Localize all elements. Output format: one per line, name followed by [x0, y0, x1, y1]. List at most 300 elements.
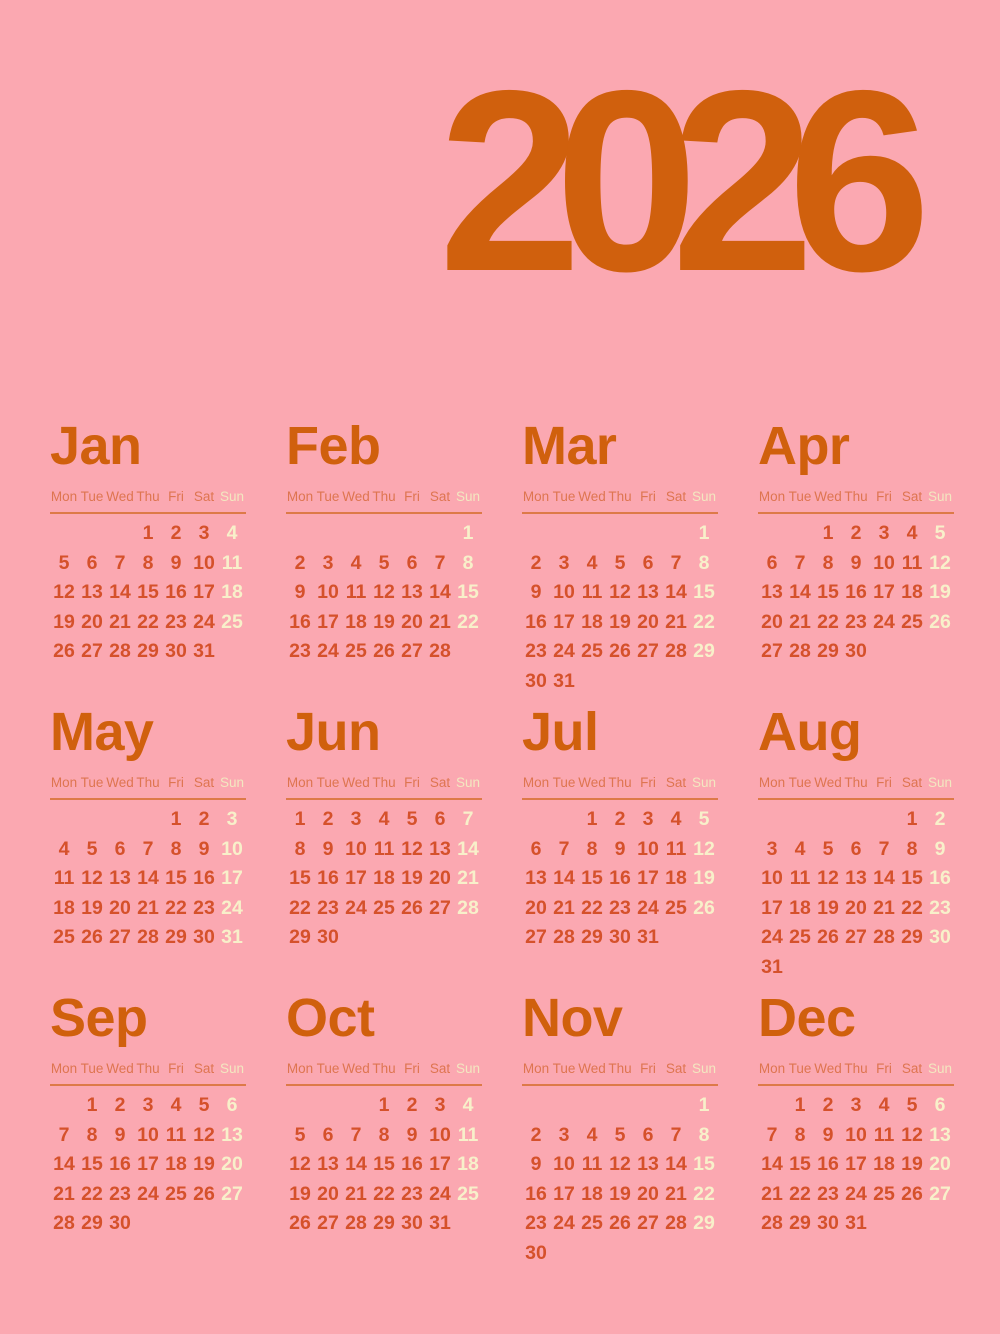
- date-cell: 12: [817, 867, 839, 889]
- weekday-label-thu: Thu: [136, 1061, 160, 1076]
- weekday-label-fri: Fri: [876, 775, 892, 790]
- date-cell: 3: [878, 522, 890, 544]
- date-cell: 22: [457, 610, 479, 633]
- weekday-label-tue: Tue: [552, 489, 576, 504]
- date-cell: 2: [294, 551, 306, 574]
- month-name: Sep: [50, 988, 148, 1048]
- date-cell: 9: [614, 837, 626, 860]
- date-cell: 29: [289, 926, 311, 948]
- date-cell: 11: [221, 551, 243, 574]
- date-cell: 15: [137, 581, 159, 603]
- date-cell: 13: [761, 581, 783, 603]
- date-cell: 5: [934, 522, 946, 544]
- date-cell: 8: [294, 837, 306, 860]
- month-jun: [286, 702, 482, 991]
- empty-date-cell: [522, 805, 550, 835]
- weekday-label-fri: Fri: [404, 1061, 420, 1076]
- date-cell: 21: [345, 1182, 367, 1205]
- date-cell: 6: [934, 1094, 946, 1116]
- date-cell: 25: [373, 896, 395, 919]
- empty-date-cell: [786, 805, 814, 835]
- date-cell: 17: [317, 610, 339, 633]
- date-cell: 1: [698, 1094, 710, 1116]
- date-cell: 22: [165, 896, 187, 919]
- date-cell: 12: [193, 1123, 215, 1146]
- date-cell: 7: [558, 837, 570, 860]
- date-cell: 19: [53, 610, 75, 633]
- date-cell: 28: [137, 926, 159, 948]
- date-cell: 29: [789, 1212, 811, 1234]
- empty-date-cell: [454, 1209, 482, 1239]
- empty-date-cell: [842, 805, 870, 835]
- month-dec: [758, 988, 954, 1277]
- date-cell: 14: [665, 581, 687, 603]
- date-cell: 6: [850, 837, 862, 860]
- weekday-label-sat: Sat: [665, 775, 687, 790]
- date-cell: 17: [845, 1153, 867, 1175]
- date-cell: 19: [609, 1182, 631, 1205]
- weekday-header-row: [286, 1061, 482, 1076]
- date-cell: 9: [822, 1123, 834, 1146]
- date-cell: 4: [350, 551, 362, 574]
- weekday-label-wed: Wed: [106, 1061, 134, 1076]
- date-cell: 21: [665, 1182, 687, 1205]
- weekday-label-thu: Thu: [608, 489, 632, 504]
- weekday-label-sat: Sat: [193, 489, 215, 504]
- date-cell: 16: [929, 867, 951, 889]
- date-cell: 30: [109, 1212, 131, 1234]
- date-cell: 31: [637, 926, 659, 948]
- date-cell: 13: [637, 581, 659, 603]
- weekday-label-thu: Thu: [844, 489, 868, 504]
- date-cell: 3: [142, 1094, 154, 1116]
- date-cell: 24: [221, 896, 243, 919]
- empty-date-cell: [786, 519, 814, 549]
- date-grid: [286, 1086, 482, 1239]
- date-cell: 6: [530, 837, 542, 860]
- date-cell: 25: [221, 610, 243, 633]
- weekday-label-thu: Thu: [844, 775, 868, 790]
- date-cell: 16: [317, 867, 339, 889]
- date-grid: [522, 800, 718, 953]
- weekday-label-sat: Sat: [429, 1061, 451, 1076]
- date-cell: 8: [142, 551, 154, 574]
- date-cell: 9: [294, 581, 306, 603]
- empty-date-cell: [758, 1091, 786, 1121]
- weekday-label-fri: Fri: [168, 1061, 184, 1076]
- empty-date-cell: [454, 637, 482, 667]
- date-cell: 16: [817, 1153, 839, 1175]
- date-cell: 4: [462, 1094, 474, 1116]
- date-cell: 16: [525, 1182, 547, 1205]
- date-cell: 22: [693, 610, 715, 633]
- month-nov: [522, 988, 718, 1277]
- empty-date-cell: [634, 1239, 662, 1269]
- date-cell: 6: [226, 1094, 238, 1116]
- date-cell: 24: [845, 1182, 867, 1205]
- date-cell: 27: [221, 1182, 243, 1205]
- date-cell: 11: [53, 867, 75, 889]
- date-cell: 21: [789, 610, 811, 633]
- empty-date-cell: [606, 1091, 634, 1121]
- date-cell: 19: [693, 867, 715, 889]
- date-cell: 29: [581, 926, 603, 948]
- weekday-header-row: [758, 775, 954, 790]
- empty-date-cell: [550, 805, 578, 835]
- date-cell: 4: [878, 1094, 890, 1116]
- date-cell: 5: [406, 808, 418, 830]
- date-cell: 17: [873, 581, 895, 603]
- date-cell: 30: [929, 926, 951, 948]
- weekday-label-wed: Wed: [342, 775, 370, 790]
- date-cell: 12: [81, 867, 103, 889]
- date-cell: 31: [761, 955, 783, 978]
- weekday-label-tue: Tue: [316, 775, 340, 790]
- date-cell: 1: [170, 808, 182, 830]
- date-cell: 10: [637, 837, 659, 860]
- date-cell: 18: [53, 896, 75, 919]
- date-cell: 13: [109, 867, 131, 889]
- weekday-label-wed: Wed: [814, 775, 842, 790]
- date-grid: [50, 800, 246, 953]
- weekday-label-tue: Tue: [552, 1061, 576, 1076]
- date-cell: 21: [761, 1182, 783, 1205]
- empty-date-cell: [606, 519, 634, 549]
- date-cell: 5: [906, 1094, 918, 1116]
- weekday-label-wed: Wed: [106, 775, 134, 790]
- date-grid: [758, 1086, 954, 1239]
- empty-date-cell: [662, 923, 690, 953]
- date-cell: 29: [901, 926, 923, 948]
- date-cell: 4: [58, 837, 70, 860]
- date-cell: 9: [170, 551, 182, 574]
- date-grid: [522, 1086, 718, 1268]
- weekday-label-wed: Wed: [106, 489, 134, 504]
- month-sep: [50, 988, 246, 1277]
- date-cell: 6: [114, 837, 126, 860]
- weekday-header-row: [522, 489, 718, 504]
- empty-date-cell: [814, 805, 842, 835]
- date-cell: 2: [530, 551, 542, 574]
- weekday-label-wed: Wed: [814, 1061, 842, 1076]
- weekday-label-wed: Wed: [578, 775, 606, 790]
- date-cell: 22: [289, 896, 311, 919]
- weekday-label-fri: Fri: [640, 1061, 656, 1076]
- date-cell: 25: [873, 1182, 895, 1205]
- date-cell: 23: [525, 1212, 547, 1234]
- date-cell: 9: [406, 1123, 418, 1146]
- date-cell: 8: [698, 1123, 710, 1146]
- weekday-label-thu: Thu: [372, 775, 396, 790]
- date-cell: 7: [434, 551, 446, 574]
- date-cell: 14: [457, 837, 479, 860]
- weekday-label-sun: Sun: [455, 775, 481, 790]
- date-cell: 3: [850, 1094, 862, 1116]
- date-cell: 13: [845, 867, 867, 889]
- date-cell: 15: [289, 867, 311, 889]
- month-name: Apr: [758, 416, 850, 476]
- date-cell: 19: [373, 610, 395, 633]
- date-cell: 23: [165, 610, 187, 633]
- date-grid: [50, 514, 246, 667]
- date-cell: 28: [761, 1212, 783, 1234]
- empty-date-cell: [898, 637, 926, 667]
- date-cell: 16: [165, 581, 187, 603]
- empty-date-cell: [786, 953, 814, 983]
- date-cell: 4: [586, 1123, 598, 1146]
- empty-date-cell: [50, 519, 78, 549]
- date-cell: 23: [289, 640, 311, 662]
- date-cell: 27: [637, 640, 659, 662]
- date-cell: 21: [53, 1182, 75, 1205]
- weekday-label-wed: Wed: [342, 1061, 370, 1076]
- date-cell: 14: [553, 867, 575, 889]
- date-cell: 30: [193, 926, 215, 948]
- empty-date-cell: [662, 519, 690, 549]
- empty-date-cell: [50, 805, 78, 835]
- weekday-label-tue: Tue: [80, 1061, 104, 1076]
- date-cell: 3: [350, 808, 362, 830]
- date-cell: 21: [665, 610, 687, 633]
- date-cell: 31: [553, 669, 575, 692]
- weekday-label-mon: Mon: [522, 775, 550, 790]
- date-cell: 21: [137, 896, 159, 919]
- month-mar: [522, 416, 718, 705]
- empty-date-cell: [522, 519, 550, 549]
- weekday-label-mon: Mon: [50, 489, 78, 504]
- weekday-label-sun: Sun: [219, 489, 245, 504]
- date-cell: 9: [530, 581, 542, 603]
- date-cell: 2: [406, 1094, 418, 1116]
- date-cell: 2: [850, 522, 862, 544]
- date-cell: 10: [553, 581, 575, 603]
- date-cell: 30: [845, 640, 867, 662]
- empty-date-cell: [78, 805, 106, 835]
- date-cell: 10: [553, 1153, 575, 1175]
- date-cell: 18: [665, 867, 687, 889]
- weekday-label-sat: Sat: [665, 1061, 687, 1076]
- month-name: Mar: [522, 416, 617, 476]
- date-cell: 30: [525, 1241, 547, 1264]
- month-name: Aug: [758, 702, 862, 762]
- date-cell: 17: [637, 867, 659, 889]
- date-cell: 12: [929, 551, 951, 574]
- date-cell: 28: [789, 640, 811, 662]
- date-cell: 28: [109, 640, 131, 662]
- weekday-label-fri: Fri: [404, 775, 420, 790]
- date-cell: 14: [665, 1153, 687, 1175]
- weekday-label-sun: Sun: [219, 775, 245, 790]
- date-cell: 17: [761, 896, 783, 919]
- date-cell: 8: [462, 551, 474, 574]
- date-cell: 11: [873, 1123, 895, 1146]
- date-cell: 8: [586, 837, 598, 860]
- date-cell: 14: [789, 581, 811, 603]
- date-cell: 19: [81, 896, 103, 919]
- empty-date-cell: [342, 923, 370, 953]
- date-cell: 25: [457, 1182, 479, 1205]
- date-cell: 31: [845, 1212, 867, 1234]
- date-cell: 5: [614, 1123, 626, 1146]
- date-cell: 3: [766, 837, 778, 860]
- empty-date-cell: [578, 519, 606, 549]
- empty-date-cell: [578, 667, 606, 697]
- date-cell: 17: [193, 581, 215, 603]
- date-cell: 14: [761, 1153, 783, 1175]
- month-name: Dec: [758, 988, 856, 1048]
- date-cell: 7: [114, 551, 126, 574]
- date-cell: 11: [581, 581, 603, 603]
- date-cell: 19: [817, 896, 839, 919]
- date-cell: 20: [401, 610, 423, 633]
- date-cell: 12: [609, 1153, 631, 1175]
- weekday-label-thu: Thu: [136, 775, 160, 790]
- date-cell: 30: [525, 669, 547, 692]
- empty-date-cell: [870, 953, 898, 983]
- date-cell: 10: [873, 551, 895, 574]
- empty-date-cell: [106, 805, 134, 835]
- date-cell: 9: [198, 837, 210, 860]
- weekday-label-sat: Sat: [901, 489, 923, 504]
- date-cell: 24: [553, 640, 575, 662]
- date-grid: [286, 514, 482, 667]
- date-cell: 1: [462, 522, 474, 544]
- date-cell: 20: [929, 1153, 951, 1175]
- date-cell: 26: [373, 640, 395, 662]
- weekday-label-fri: Fri: [640, 775, 656, 790]
- date-cell: 12: [289, 1153, 311, 1175]
- date-cell: 3: [198, 522, 210, 544]
- date-cell: 30: [165, 640, 187, 662]
- date-cell: 20: [525, 896, 547, 919]
- empty-date-cell: [870, 637, 898, 667]
- month-name: Jun: [286, 702, 381, 762]
- date-cell: 8: [170, 837, 182, 860]
- weekday-label-wed: Wed: [578, 1061, 606, 1076]
- empty-date-cell: [662, 667, 690, 697]
- date-cell: 11: [165, 1123, 187, 1146]
- weekday-label-sat: Sat: [901, 775, 923, 790]
- date-cell: 2: [614, 808, 626, 830]
- date-cell: 27: [929, 1182, 951, 1205]
- date-cell: 14: [429, 581, 451, 603]
- date-cell: 26: [81, 926, 103, 948]
- weekday-header-row: [286, 775, 482, 790]
- date-cell: 23: [929, 896, 951, 919]
- weekday-header-row: [522, 775, 718, 790]
- date-cell: 10: [345, 837, 367, 860]
- empty-date-cell: [634, 667, 662, 697]
- date-cell: 3: [558, 551, 570, 574]
- empty-date-cell: [398, 519, 426, 549]
- date-cell: 6: [406, 551, 418, 574]
- date-cell: 3: [642, 808, 654, 830]
- date-cell: 23: [109, 1182, 131, 1205]
- date-cell: 11: [789, 867, 811, 889]
- date-cell: 10: [429, 1123, 451, 1146]
- date-cell: 4: [794, 837, 806, 860]
- date-cell: 14: [137, 867, 159, 889]
- date-cell: 16: [401, 1153, 423, 1175]
- weekday-label-fri: Fri: [168, 775, 184, 790]
- date-cell: 18: [581, 610, 603, 633]
- empty-date-cell: [606, 1239, 634, 1269]
- month-apr: [758, 416, 954, 705]
- date-cell: 21: [109, 610, 131, 633]
- weekday-label-thu: Thu: [372, 489, 396, 504]
- date-cell: 20: [317, 1182, 339, 1205]
- date-cell: 23: [609, 896, 631, 919]
- date-cell: 26: [289, 1212, 311, 1234]
- empty-date-cell: [758, 519, 786, 549]
- month-oct: [286, 988, 482, 1277]
- date-cell: 14: [873, 867, 895, 889]
- date-cell: 28: [345, 1212, 367, 1234]
- date-cell: 22: [373, 1182, 395, 1205]
- date-cell: 1: [86, 1094, 98, 1116]
- date-cell: 13: [317, 1153, 339, 1175]
- date-cell: 6: [766, 551, 778, 574]
- weekday-label-mon: Mon: [286, 489, 314, 504]
- weekday-label-mon: Mon: [758, 489, 786, 504]
- date-cell: 19: [401, 867, 423, 889]
- weekday-label-sun: Sun: [455, 1061, 481, 1076]
- date-cell: 11: [457, 1123, 479, 1146]
- date-cell: 8: [822, 551, 834, 574]
- date-cell: 17: [221, 867, 243, 889]
- date-cell: 18: [789, 896, 811, 919]
- date-cell: 7: [142, 837, 154, 860]
- date-cell: 5: [822, 837, 834, 860]
- date-cell: 26: [901, 1182, 923, 1205]
- date-cell: 12: [693, 837, 715, 860]
- date-cell: 1: [906, 808, 918, 830]
- date-cell: 25: [901, 610, 923, 633]
- date-cell: 18: [345, 610, 367, 633]
- date-cell: 15: [457, 581, 479, 603]
- empty-date-cell: [550, 519, 578, 549]
- date-cell: 16: [609, 867, 631, 889]
- date-cell: 5: [614, 551, 626, 574]
- date-cell: 21: [553, 896, 575, 919]
- date-grid: [758, 800, 954, 982]
- date-cell: 5: [86, 837, 98, 860]
- date-cell: 10: [137, 1123, 159, 1146]
- empty-date-cell: [162, 1209, 190, 1239]
- date-cell: 14: [109, 581, 131, 603]
- weekday-label-fri: Fri: [876, 489, 892, 504]
- empty-date-cell: [342, 519, 370, 549]
- date-cell: 28: [873, 926, 895, 948]
- date-cell: 28: [665, 640, 687, 662]
- date-cell: 15: [373, 1153, 395, 1175]
- date-cell: 2: [114, 1094, 126, 1116]
- date-cell: 18: [221, 581, 243, 603]
- date-cell: 19: [289, 1182, 311, 1205]
- weekday-label-thu: Thu: [372, 1061, 396, 1076]
- weekday-label-sun: Sun: [691, 489, 717, 504]
- weekday-label-sun: Sun: [927, 489, 953, 504]
- empty-date-cell: [218, 637, 246, 667]
- date-cell: 11: [345, 581, 367, 603]
- empty-date-cell: [286, 519, 314, 549]
- empty-date-cell: [342, 1091, 370, 1121]
- date-cell: 24: [345, 896, 367, 919]
- month-may: [50, 702, 246, 991]
- date-cell: 26: [929, 610, 951, 633]
- weekday-label-tue: Tue: [316, 1061, 340, 1076]
- date-cell: 30: [817, 1212, 839, 1234]
